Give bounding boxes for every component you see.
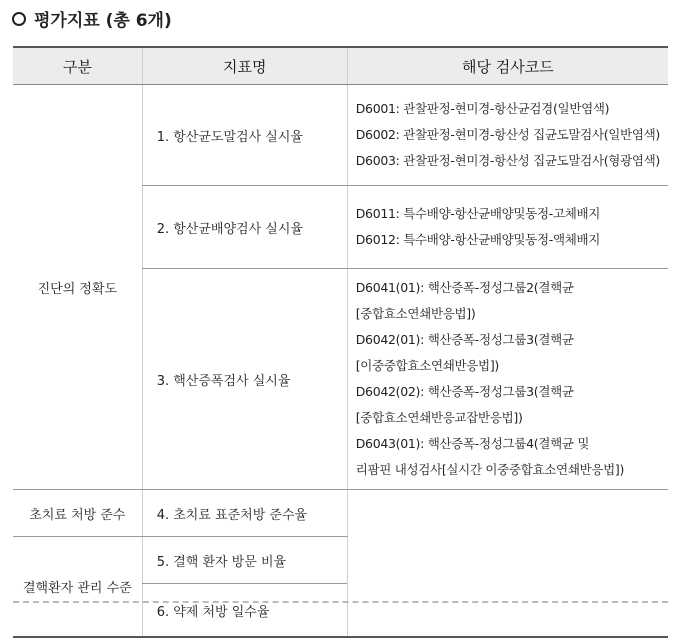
codes-indicator-3 [347,269,668,490]
table-header-row [13,47,668,85]
code-line: D6011: 특수배양-항산균배양및동정-고체배지 [355,206,601,221]
category-diagnosis: 진단의 정확도 [13,85,142,490]
indicator-table [13,46,668,638]
codes-empty [347,490,668,638]
table-row [13,85,668,186]
indicator-5: 5. 결핵 환자 방문 비율 [142,537,347,584]
section-title: 평가지표 (총 6개) [34,11,172,31]
header-codes: 해당 검사코드 [347,47,668,85]
codes-indicator-1 [347,85,668,186]
code-line: D6042(01): 핵산증폭-정성그룹3(결핵균 [355,332,574,347]
code-line: D6012: 특수배양-항산균배양및동정-액체배지 [355,232,601,247]
category-management: 결핵환자 관리 수준 [13,537,142,638]
code-line: D6002: 관찰판정-현미경-항산성 집균도말검사(일반염색) [355,127,660,142]
indicator-4: 4. 초치료 표준처방 준수율 [142,490,347,537]
bottom-rule [13,601,668,603]
code-line: [중합효소연쇄반응법]) [355,306,476,321]
codes-indicator-2 [347,186,668,269]
category-treatment: 초치료 처방 준수 [13,490,142,537]
code-line: [이중중합효소연쇄반응법]) [355,358,499,373]
indicator-3: 3. 핵산증폭검사 실시율 [142,269,347,490]
indicator-1: 1. 항산균도말검사 실시율 [142,85,347,186]
code-line: [중합효소연쇄반응교잡반응법]) [355,410,523,425]
indicator-2: 2. 항산균배양검사 실시율 [142,186,347,269]
code-line: D6001: 관찰판정-현미경-항산균검경(일반염색) [355,101,610,116]
code-line: D6043(01): 핵산증폭-정성그룹4(결핵균 및 [355,436,590,451]
indicator-6: 6. 약제 처방 일수율 [142,584,347,638]
header-category: 구분 [13,47,142,85]
code-line: D6042(02): 핵산증폭-정성그룹3(결핵균 [355,384,574,399]
code-line: 리팜핀 내성검사[실시간 이중중합효소연쇄반응법]) [355,462,625,477]
table-row [13,490,668,537]
section-heading [12,6,172,31]
code-line: D6041(01): 핵산증폭-정성그룹2(결핵균 [355,280,574,295]
code-line: D6003: 관찰판정-현미경-항산성 집균도말검사(형광염색) [355,153,660,168]
header-indicator: 지표명 [142,47,347,85]
circle-icon [12,12,26,26]
